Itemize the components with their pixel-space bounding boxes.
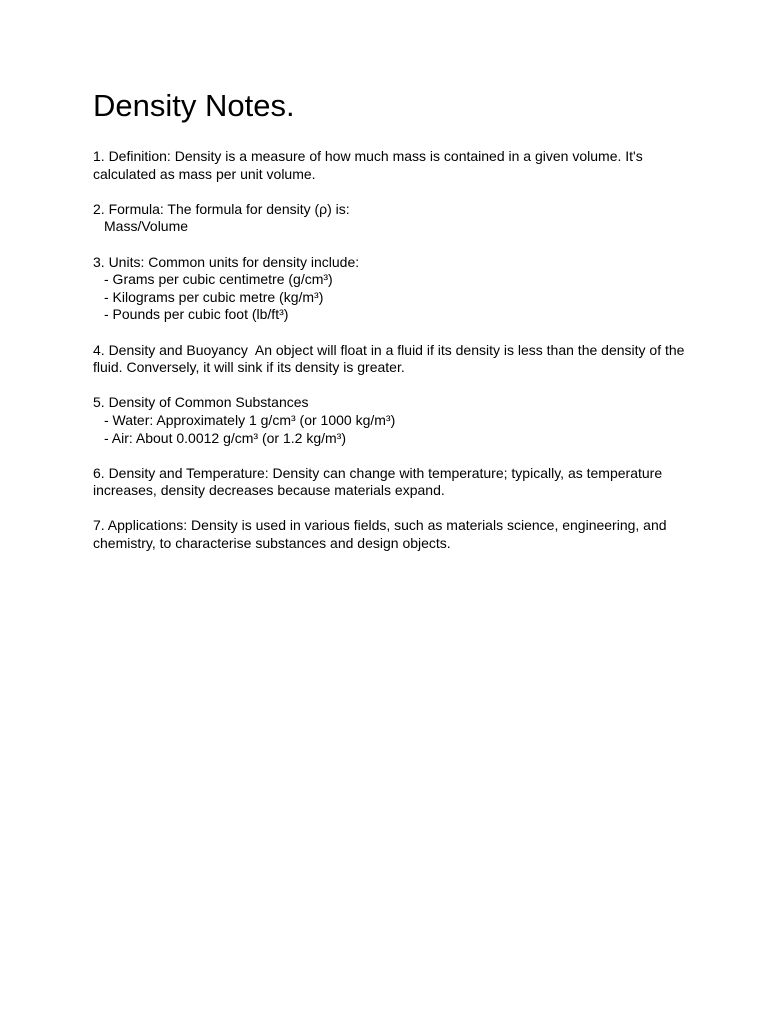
section-formula: [93, 201, 693, 236]
section-units: [93, 254, 693, 324]
section-subitem: - Water: Approximately 1 g/cm³ (or 1000 kg/m³): [104, 411, 396, 428]
section-text: 4. Density and Buoyancy An object will float in a fluid if its density is less than the density of the fluid. Conversely, it will sink if its density is greater.: [93, 341, 689, 376]
section-buoyancy: [93, 342, 693, 377]
section-text: 3. Units: Common units for density include:: [93, 253, 360, 270]
section-subitem: - Pounds per cubic foot (lb/ft³): [104, 306, 289, 323]
section-text: 2. Formula: The formula for density (ρ) is:: [93, 200, 350, 217]
section-applications: [93, 517, 693, 552]
section-definition: [93, 148, 693, 183]
section-text: 7. Applications: Density is used in various fields, such as materials science, engineering, and chemistry, to characterise substances and design objects.: [93, 517, 671, 552]
section-common-substances: [93, 394, 693, 447]
section-subitem: - Kilograms per cubic metre (kg/m³): [104, 288, 324, 305]
section-subitem: Mass/Volume: [104, 218, 189, 235]
document-page: [93, 84, 693, 570]
section-subitem: - Air: About 0.0012 g/cm³ (or 1.2 kg/m³): [104, 429, 346, 446]
section-subitem: - Grams per cubic centimetre (g/cm³): [104, 271, 333, 288]
section-text: 1. Definition: Density is a measure of how much mass is contained in a given volume. It's calculated as mass per unit volume.: [93, 148, 647, 182]
section-text: 5. Density of Common Substances: [93, 394, 309, 411]
section-temperature: [93, 465, 693, 500]
document-title: Density Notes.: [93, 88, 295, 123]
section-text: 6. Density and Temperature: Density can change with temperature; typically, as temperature increases, density decreases because materials expand.: [93, 464, 666, 499]
